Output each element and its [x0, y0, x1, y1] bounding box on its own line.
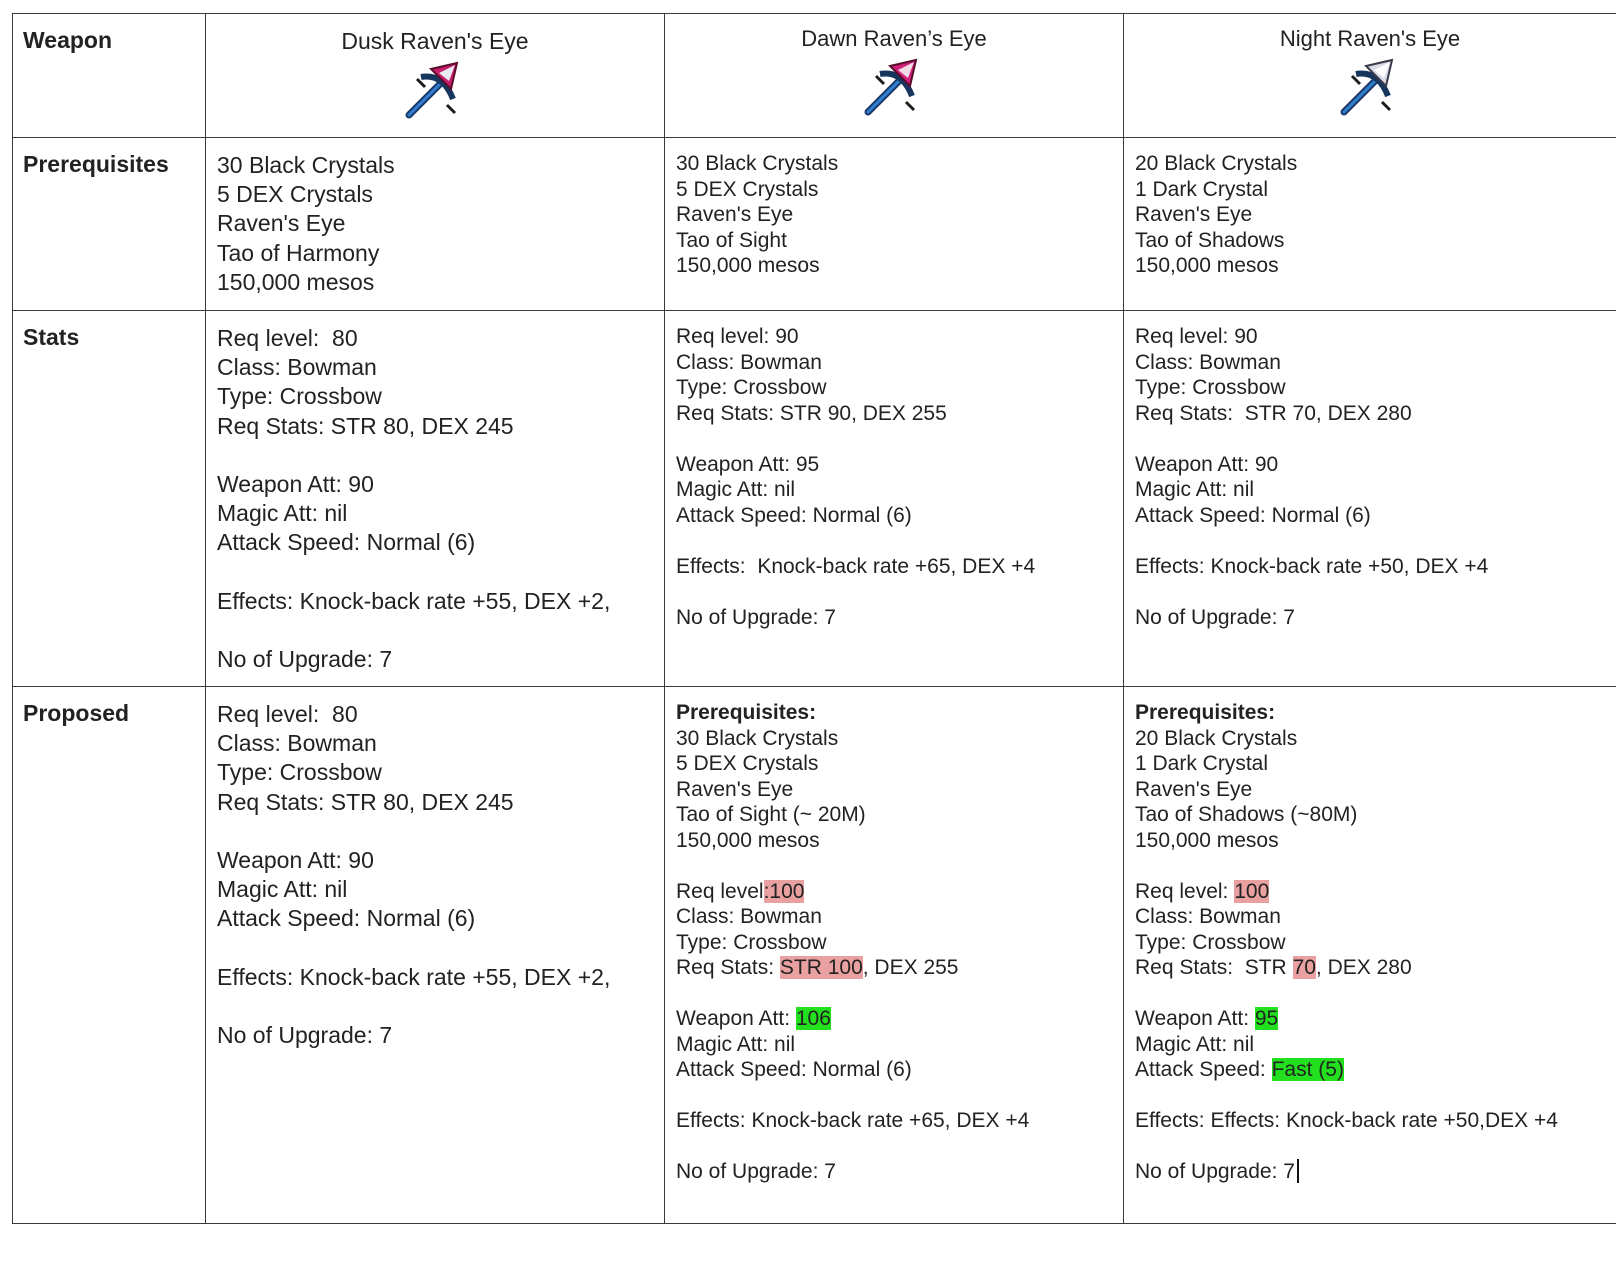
stat-class: Class: Bowman [676, 350, 822, 374]
stat-weapon-att [1135, 1006, 1605, 1032]
stat-magic-att: Magic Att: nil [676, 1032, 796, 1056]
stat-class: Class: Bowman [1135, 905, 1281, 928]
stat-attack-speed: Attack Speed: Normal (6) [676, 1058, 912, 1081]
stat-label: Weapon Att: [1135, 1007, 1255, 1030]
stat-attack-speed [1135, 1057, 1605, 1083]
stat-label: Attack Speed: [1135, 1058, 1272, 1081]
stat-weapon-att: Weapon Att: 90 [1135, 452, 1279, 476]
list-item: 150,000 mesos [676, 254, 820, 277]
row-label-weapon[interactable]: Weapon [13, 14, 206, 138]
stat-upgrades: No of Upgrade: 7 [217, 1022, 393, 1049]
stat-weapon-att: Weapon Att: 95 [676, 452, 820, 476]
stat-magic-att: Magic Att: nil [217, 876, 348, 903]
list-item: 5 DEX Crystals [676, 177, 819, 201]
row-label-prerequisites[interactable]: Prerequisites [13, 138, 206, 311]
decrease-highlight: 70 [1292, 956, 1316, 979]
weapon-name: Dusk Raven's Eye [341, 28, 529, 54]
weapon-cell-night[interactable] [1124, 14, 1616, 138]
stat-rest: , DEX 280 [1315, 956, 1412, 979]
weapon-name: Night Raven's Eye [1279, 26, 1461, 51]
list-item: Raven's Eye [1135, 203, 1253, 226]
stat-class: Class: Bowman [217, 354, 377, 381]
stat-weapon-att: Weapon Att: 90 [217, 471, 374, 497]
increase-highlight: Fast (5) [1271, 1058, 1344, 1081]
list-item: 30 Black Crystals [676, 726, 839, 750]
stat-label: Req level [676, 879, 764, 903]
proposed-cell-dawn[interactable] [665, 687, 1124, 1224]
stat-type: Type: Crossbow [676, 930, 827, 954]
stat-label: Weapon Att: [676, 1007, 796, 1030]
prereq-heading: Prerequisites: [1135, 701, 1276, 724]
proposed-cell-night[interactable] [1124, 687, 1616, 1224]
stat-type: Type: Crossbow [1135, 376, 1286, 399]
stat-upgrades: No of Upgrade: 7 [1135, 605, 1295, 629]
stat-class: Class: Bowman [217, 730, 377, 757]
stat-weapon-att: Weapon Att: 90 [217, 847, 374, 873]
stat-req-level: Req level: 90 [676, 325, 799, 348]
prereq-heading: Prerequisites: [676, 701, 817, 724]
list-item: 20 Black Crystals [1135, 152, 1298, 175]
list-item: 150,000 mesos [217, 268, 375, 295]
list-item: 150,000 mesos [676, 828, 820, 852]
crossbow-icon [403, 59, 467, 119]
stat-upgrades: No of Upgrade: 7 [676, 605, 836, 629]
list-item: 5 DEX Crystals [676, 752, 819, 775]
stat-req-level [676, 879, 1112, 905]
weapon-cell-dusk[interactable] [206, 14, 665, 138]
list-item: Raven's Eye [1135, 777, 1253, 801]
stat-upgrades-text: No of Upgrade: 7 [1135, 1160, 1295, 1183]
stat-req-level: Req level: 80 [217, 325, 358, 351]
weapon-row [13, 14, 1616, 138]
stat-req-stats: Req Stats: STR 70, DEX 280 [1135, 401, 1412, 425]
list-item: 150,000 mesos [1135, 828, 1279, 852]
stat-effects: Effects: Knock-back rate +65, DEX +4 [676, 554, 1036, 578]
stat-effects: Effects: Knock-back rate +55, DEX +2, [217, 963, 611, 990]
crossbow-icon [1338, 56, 1402, 116]
decrease-highlight: :100 [763, 879, 805, 903]
row-label-stats[interactable]: Stats [13, 311, 206, 687]
stats-cell-dusk[interactable] [206, 311, 665, 687]
list-item: Tao of Shadows (~80M) [1135, 803, 1358, 826]
stat-rest: , DEX 255 [862, 956, 959, 979]
stats-cell-dawn[interactable] [665, 311, 1124, 687]
list-item: Tao of Sight (~ 20M) [676, 803, 866, 826]
list-item: 20 Black Crystals [1135, 726, 1298, 750]
stat-attack-speed: Attack Speed: Normal (6) [217, 529, 476, 556]
list-item: 5 DEX Crystals [217, 181, 373, 208]
list-item: Raven's Eye [676, 203, 794, 226]
stat-type: Type: Crossbow [676, 376, 827, 399]
prerequisites-row [13, 138, 1616, 311]
row-label-proposed[interactable]: Proposed [13, 687, 206, 1224]
prereq-cell-dusk[interactable] [206, 138, 665, 311]
stat-req-stats: Req Stats: STR 90, DEX 255 [676, 401, 947, 425]
stat-magic-att: Magic Att: nil [1135, 478, 1255, 501]
list-item: 30 Black Crystals [217, 152, 395, 178]
stat-label: Req Stats: [676, 956, 780, 979]
stat-type: Type: Crossbow [217, 383, 382, 410]
weapon-cell-dawn[interactable] [665, 14, 1124, 138]
list-item: Raven's Eye [676, 777, 794, 801]
list-item: 1 Dark Crystal [1135, 752, 1269, 775]
stat-req-stats [676, 955, 1112, 981]
stat-upgrades: No of Upgrade: 7 [676, 1160, 836, 1183]
proposed-row [13, 687, 1616, 1224]
increase-highlight: 95 [1254, 1007, 1279, 1030]
stat-attack-speed: Attack Speed: Normal (6) [1135, 503, 1371, 527]
stat-label: Req level: [1135, 879, 1235, 903]
stat-magic-att: Magic Att: nil [1135, 1032, 1255, 1056]
stats-cell-night[interactable] [1124, 311, 1616, 687]
stat-upgrades [1135, 1159, 1605, 1185]
stat-type: Type: Crossbow [217, 759, 382, 786]
list-item: 1 Dark Crystal [1135, 177, 1269, 201]
decrease-highlight: STR 100 [779, 956, 863, 979]
list-item: Raven's Eye [217, 210, 346, 237]
prereq-cell-dawn[interactable] [665, 138, 1124, 311]
list-item: Tao of Harmony [217, 239, 380, 266]
list-item: 30 Black Crystals [676, 152, 839, 175]
list-item: Tao of Shadows [1135, 228, 1285, 252]
stat-effects: Effects: Knock-back rate +55, DEX +2, [217, 587, 611, 614]
weapon-comparison-table [12, 13, 1616, 1224]
prereq-cell-night[interactable] [1124, 138, 1616, 311]
list-item: 150,000 mesos [1135, 254, 1279, 277]
stat-effects: Effects: Knock-back rate +50, DEX +4 [1135, 554, 1489, 578]
stats-row [13, 311, 1616, 687]
text-cursor [1297, 1159, 1299, 1183]
stat-effects: Effects: Knock-back rate +65, DEX +4 [676, 1109, 1030, 1132]
stat-magic-att: Magic Att: nil [676, 478, 796, 501]
stat-req-level [1135, 879, 1605, 905]
weapon-name: Dawn Raven’s Eye [801, 26, 987, 51]
proposed-cell-dusk[interactable] [206, 687, 665, 1224]
crossbow-icon [862, 56, 926, 116]
stat-class: Class: Bowman [676, 905, 822, 928]
stat-weapon-att [676, 1006, 1112, 1032]
stat-req-level: Req level: 90 [1135, 325, 1258, 348]
stat-effects: Effects: Effects: Knock-back rate +50,DEX +4 [1135, 1109, 1558, 1132]
list-item: Tao of Sight [676, 228, 787, 252]
stat-label: Req Stats: STR [1135, 956, 1293, 979]
stat-type: Type: Crossbow [1135, 930, 1286, 954]
stat-req-stats: Req Stats: STR 80, DEX 245 [217, 412, 514, 439]
stat-magic-att: Magic Att: nil [217, 500, 348, 527]
increase-highlight: 106 [795, 1007, 831, 1030]
stat-attack-speed: Attack Speed: Normal (6) [676, 503, 912, 527]
stat-req-level: Req level: 80 [217, 701, 358, 727]
stat-upgrades: No of Upgrade: 7 [217, 646, 393, 673]
stat-class: Class: Bowman [1135, 350, 1281, 374]
stat-req-stats: Req Stats: STR 80, DEX 245 [217, 788, 514, 815]
decrease-highlight: 100 [1234, 879, 1270, 903]
stat-req-stats [1135, 955, 1605, 981]
stat-attack-speed: Attack Speed: Normal (6) [217, 905, 476, 932]
